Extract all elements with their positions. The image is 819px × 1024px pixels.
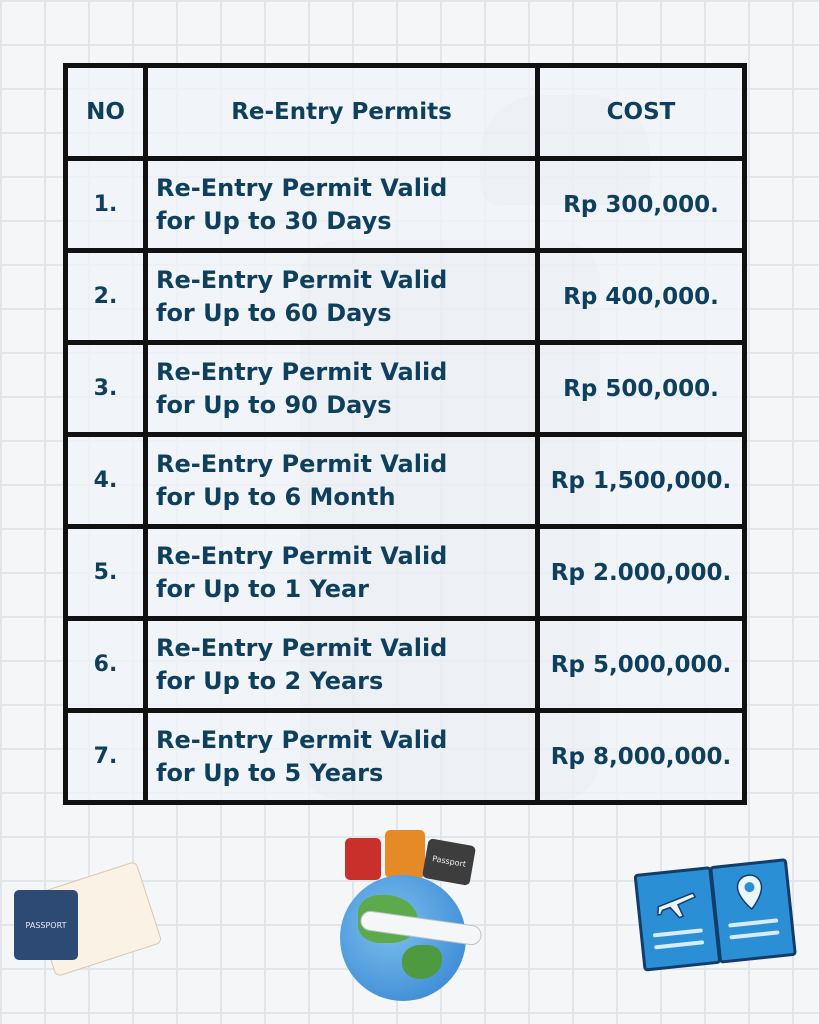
permit-line-2: for Up to 2 Years <box>156 666 384 695</box>
permit-line-2: for Up to 5 Years <box>156 758 384 787</box>
row-number: 3. <box>66 343 146 435</box>
row-number: 1. <box>66 159 146 251</box>
table-row <box>66 435 745 527</box>
permit-cost: Rp 400,000. <box>538 251 745 343</box>
permit-name <box>146 343 538 435</box>
permit-line-1: Re-Entry Permit Valid <box>156 633 448 662</box>
permit-cost: Rp 1,500,000. <box>538 435 745 527</box>
permit-cost: Rp 500,000. <box>538 343 745 435</box>
re-entry-permit-table <box>63 63 747 805</box>
suitcase-icon <box>345 838 381 880</box>
permit-line-1: Re-Entry Permit Valid <box>156 725 448 754</box>
row-number: 7. <box>66 711 146 803</box>
header-permits: Re-Entry Permits <box>146 66 538 159</box>
passport-icon <box>14 890 78 960</box>
permit-name <box>146 711 538 803</box>
row-number: 5. <box>66 527 146 619</box>
book-line <box>654 940 704 949</box>
permit-line-2: for Up to 90 Days <box>156 390 392 419</box>
suitcase-icon <box>385 830 425 878</box>
table-row <box>66 159 745 251</box>
permit-name <box>146 435 538 527</box>
globe-land <box>402 945 442 979</box>
passport-label: PASSPORT <box>25 920 67 930</box>
permit-line-1: Re-Entry Permit Valid <box>156 449 448 478</box>
permit-cost: Rp 2.000,000. <box>538 527 745 619</box>
header-cost: COST <box>538 66 745 159</box>
book-page-right <box>709 858 797 964</box>
header-no: NO <box>66 66 146 159</box>
permit-line-1: Re-Entry Permit Valid <box>156 357 448 386</box>
table-row <box>66 711 745 803</box>
permit-cost: Rp 5,000,000. <box>538 619 745 711</box>
permit-name <box>146 527 538 619</box>
table-row <box>66 619 745 711</box>
book-line <box>729 930 779 939</box>
permit-line-1: Re-Entry Permit Valid <box>156 541 448 570</box>
permit-cost: Rp 300,000. <box>538 159 745 251</box>
row-number: 6. <box>66 619 146 711</box>
table-row <box>66 527 745 619</box>
book-line <box>728 918 778 927</box>
permit-line-2: for Up to 60 Days <box>156 298 392 327</box>
table-row <box>66 251 745 343</box>
permit-line-1: Re-Entry Permit Valid <box>156 173 448 202</box>
book-line <box>653 928 703 937</box>
airplane-icon <box>652 881 700 925</box>
permit-cost: Rp 8,000,000. <box>538 711 745 803</box>
suitcase-icon <box>422 838 476 886</box>
location-pin-icon <box>733 872 767 915</box>
permit-name <box>146 251 538 343</box>
permit-line-2: for Up to 1 Year <box>156 574 369 603</box>
travel-book-icon <box>634 858 795 967</box>
permit-line-2: for Up to 6 Month <box>156 482 396 511</box>
permit-line-2: for Up to 30 Days <box>156 206 392 235</box>
book-page-left <box>634 866 722 972</box>
suitcase-label: Passport <box>431 854 467 869</box>
row-number: 2. <box>66 251 146 343</box>
row-number: 4. <box>66 435 146 527</box>
permit-name <box>146 159 538 251</box>
permit-line-1: Re-Entry Permit Valid <box>156 265 448 294</box>
table-row <box>66 343 745 435</box>
permit-name <box>146 619 538 711</box>
table-header-row <box>66 66 745 159</box>
